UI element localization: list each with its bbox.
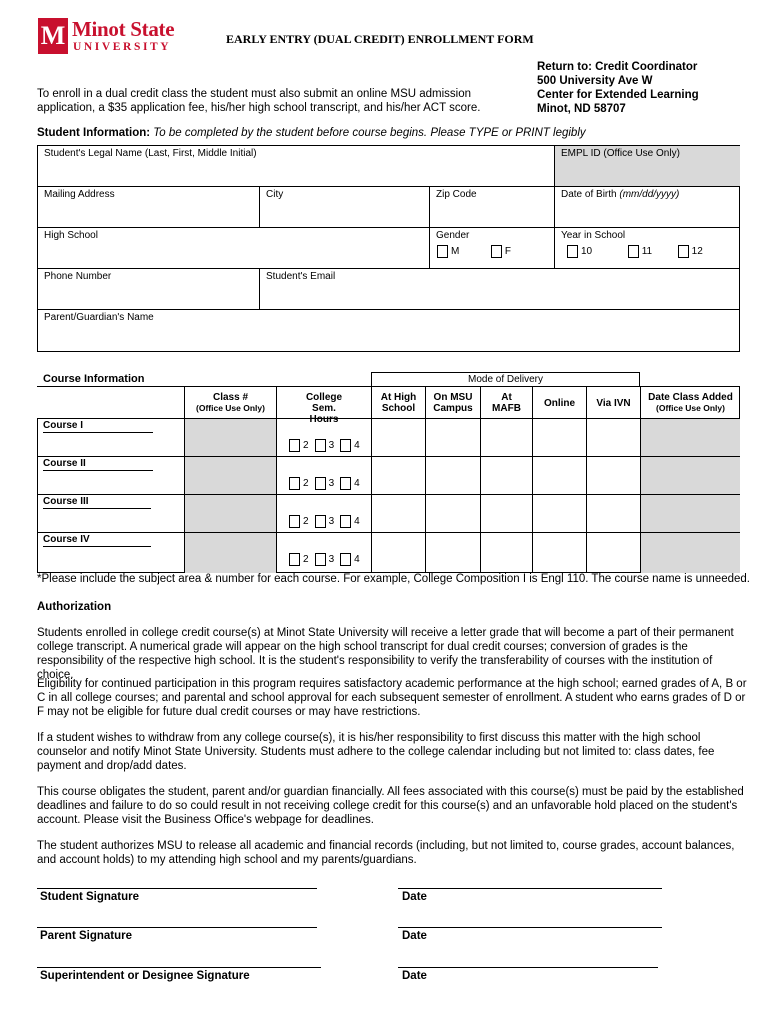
hours-4-checkbox[interactable] bbox=[340, 477, 351, 490]
parent-date-line[interactable] bbox=[398, 927, 662, 928]
msu-logo bbox=[38, 18, 178, 58]
parent-signature-line[interactable] bbox=[37, 927, 317, 928]
hours-3-checkbox[interactable] bbox=[315, 553, 326, 566]
dob-field[interactable]: Date of Birth (mm/dd/yyyy) bbox=[554, 186, 740, 227]
online-header: Online bbox=[532, 386, 586, 418]
at-high-school-cell[interactable] bbox=[371, 532, 425, 573]
guardian-field[interactable]: Parent/Guardian's Name bbox=[37, 309, 740, 352]
hours-3-checkbox[interactable] bbox=[315, 477, 326, 490]
student-date-label: Date bbox=[402, 891, 427, 903]
hours-2-checkbox[interactable] bbox=[289, 553, 300, 566]
logo-name: Minot State bbox=[72, 17, 175, 41]
gender-options bbox=[437, 245, 511, 258]
via-ivn-cell[interactable] bbox=[586, 494, 640, 532]
logo-subtitle: UNIVERSITY bbox=[73, 41, 172, 53]
course-label: Course IV bbox=[43, 534, 90, 545]
online-cell[interactable] bbox=[532, 456, 586, 494]
on-msu-campus-cell[interactable] bbox=[425, 494, 480, 532]
hours-2-label: 2 bbox=[303, 554, 309, 566]
via-ivn-header: Via IVN bbox=[586, 386, 640, 418]
gender-m-checkbox[interactable] bbox=[437, 245, 448, 258]
hours-4-label: 4 bbox=[354, 440, 360, 452]
via-ivn-cell[interactable] bbox=[586, 456, 640, 494]
course-note: *Please include the subject area & number for each course. For example, College Composition I is Engl 110. The course name is unneeded. bbox=[37, 573, 750, 585]
class-number-cell bbox=[184, 494, 276, 532]
return-line-4: Minot, ND 58707 bbox=[537, 103, 626, 115]
logo-mark: M bbox=[38, 18, 68, 54]
student-date-line[interactable] bbox=[398, 888, 662, 889]
mode-of-delivery-header: Mode of Delivery bbox=[371, 372, 640, 386]
at-mafb-cell[interactable] bbox=[480, 532, 532, 573]
course-label: Course II bbox=[43, 458, 86, 469]
at-mafb-header: At MAFB bbox=[480, 386, 532, 418]
at-high-school-header: At High School bbox=[371, 386, 425, 418]
via-ivn-cell[interactable] bbox=[586, 418, 640, 456]
authorization-paragraph-4: This course obligates the student, parent and/or guardian financially. All fees associated with this course(s) must be paid by the established deadlines and failure to do so could result in not receiving college credit for this course(s) and an unfavorable hold placed on the student's account. Please visit the Business Office's webpage for deadlines. bbox=[37, 786, 744, 826]
at-high-school-cell[interactable] bbox=[371, 418, 425, 456]
course-label: Course III bbox=[43, 496, 89, 507]
zip-field[interactable]: Zip Code bbox=[429, 186, 554, 227]
mailing-address-field[interactable]: Mailing Address bbox=[37, 186, 259, 227]
year-options bbox=[567, 245, 703, 258]
parent-date-label: Date bbox=[402, 930, 427, 942]
superintendent-date-line[interactable] bbox=[398, 967, 658, 968]
email-field[interactable]: Student's Email bbox=[259, 268, 740, 309]
hours-2-checkbox[interactable] bbox=[289, 477, 300, 490]
authorization-heading: Authorization bbox=[37, 601, 112, 613]
at-mafb-cell[interactable] bbox=[480, 418, 532, 456]
year-10-checkbox[interactable] bbox=[567, 245, 578, 258]
hours-2-label: 2 bbox=[303, 516, 309, 528]
on-msu-campus-cell[interactable] bbox=[425, 456, 480, 494]
hours-4-checkbox[interactable] bbox=[340, 439, 351, 452]
hours-3-checkbox[interactable] bbox=[315, 439, 326, 452]
form-title: EARLY ENTRY (DUAL CREDIT) ENROLLMENT FORM bbox=[226, 32, 534, 46]
course-header-blank bbox=[37, 386, 184, 418]
hours-3-checkbox[interactable] bbox=[315, 515, 326, 528]
hours-2-label: 2 bbox=[303, 478, 309, 490]
year-12-checkbox[interactable] bbox=[678, 245, 689, 258]
student-signature-line[interactable] bbox=[37, 888, 317, 889]
hours-options bbox=[289, 477, 360, 490]
return-line-1: Return to: Credit Coordinator bbox=[537, 61, 698, 73]
at-high-school-cell[interactable] bbox=[371, 456, 425, 494]
gender-f-label: F bbox=[504, 246, 512, 258]
hours-4-label: 4 bbox=[354, 516, 360, 528]
hours-2-checkbox[interactable] bbox=[289, 515, 300, 528]
class-number-header: Class # (Office Use Only) bbox=[184, 386, 276, 418]
city-field[interactable]: City bbox=[259, 186, 429, 227]
hours-2-label: 2 bbox=[303, 440, 309, 452]
year-12-label: 12 bbox=[691, 246, 703, 258]
date-added-cell bbox=[640, 494, 740, 532]
date-added-cell bbox=[640, 418, 740, 456]
year-11-checkbox[interactable] bbox=[628, 245, 639, 258]
online-cell[interactable] bbox=[532, 418, 586, 456]
hours-2-checkbox[interactable] bbox=[289, 439, 300, 452]
class-number-cell bbox=[184, 456, 276, 494]
class-number-cell bbox=[184, 532, 276, 573]
hours-4-checkbox[interactable] bbox=[340, 515, 351, 528]
on-msu-campus-header: On MSU Campus bbox=[425, 386, 480, 418]
date-added-header: Date Class Added (Office Use Only) bbox=[640, 386, 740, 418]
return-address bbox=[537, 60, 699, 116]
student-info-heading: Student Information: To be completed by the student before course begins. Please TYPE or PRINT legibly bbox=[37, 127, 586, 139]
on-msu-campus-cell[interactable] bbox=[425, 532, 480, 573]
superintendent-signature-label: Superintendent or Designee Signature bbox=[40, 970, 250, 982]
high-school-field[interactable]: High School bbox=[37, 227, 429, 268]
on-msu-campus-cell[interactable] bbox=[425, 418, 480, 456]
authorization-paragraph-1: Students enrolled in college credit course(s) at Minot State University will receive a letter grade that will become a part of their permanent college transcript. A numerical grade will appear on the high school transcript for dual credit courses; conversion of grades is the responsibility of the respective high school. It is the student's responsibility to verify the transferability of courses with the institution of choice. bbox=[37, 627, 734, 681]
course-info-heading: Course Information bbox=[43, 373, 145, 385]
hours-4-checkbox[interactable] bbox=[340, 553, 351, 566]
via-ivn-cell[interactable] bbox=[586, 532, 640, 573]
at-mafb-cell[interactable] bbox=[480, 494, 532, 532]
hours-4-label: 4 bbox=[354, 478, 360, 490]
at-mafb-cell[interactable] bbox=[480, 456, 532, 494]
online-cell[interactable] bbox=[532, 532, 586, 573]
hours-options bbox=[289, 553, 360, 566]
superintendent-signature-line[interactable] bbox=[37, 967, 321, 968]
class-number-cell bbox=[184, 418, 276, 456]
parent-signature-label: Parent Signature bbox=[40, 930, 133, 942]
return-line-2: 500 University Ave W bbox=[537, 75, 653, 87]
hours-3-label: 3 bbox=[328, 440, 335, 452]
intro-text: To enroll in a dual credit class the student must also submit an online MSU admission application, a $35 application fee, his/her high school transcript, and his/her ACT score. bbox=[37, 88, 481, 114]
empl-id-field: EMPL ID (Office Use Only) bbox=[554, 145, 740, 186]
gender-m-label: M bbox=[451, 246, 460, 258]
gender-f-checkbox[interactable] bbox=[491, 245, 502, 258]
superintendent-date-label: Date bbox=[402, 970, 427, 982]
student-signature-label: Student Signature bbox=[40, 891, 140, 903]
hours-3-label: 3 bbox=[328, 554, 335, 566]
date-added-cell bbox=[640, 456, 740, 494]
hours-4-label: 4 bbox=[354, 554, 360, 566]
hours-3-label: 3 bbox=[328, 478, 335, 490]
hours-options bbox=[289, 439, 360, 452]
year-field: Year in School bbox=[554, 227, 740, 268]
gender-field: Gender bbox=[429, 227, 554, 268]
college-hours-header: College Sem. Hours bbox=[276, 386, 371, 418]
hours-options bbox=[289, 515, 360, 528]
legal-name-field[interactable]: Student's Legal Name (Last, First, Middle Initial) bbox=[37, 145, 554, 186]
authorization-paragraph-2: Eligibility for continued participation in this program requires satisfactory academic performance at the high school; earned grades of A, B or C in all college courses; and parental and school approval for each subsequent semester of enrollment. A student who earns grades of D or F may not be eligible for future dual credit courses or may have restrictions. bbox=[37, 678, 747, 718]
course-label: Course I bbox=[43, 420, 83, 431]
return-line-3: Center for Extended Learning bbox=[537, 89, 699, 101]
phone-field[interactable]: Phone Number bbox=[37, 268, 259, 309]
year-11-label: 11 bbox=[641, 246, 653, 258]
date-added-cell bbox=[640, 532, 740, 573]
year-10-label: 10 bbox=[581, 246, 593, 258]
authorization-paragraph-3: If a student wishes to withdraw from any college course(s), it is his/her responsibility to first discuss this matter with the high school counselor and notify Minot State University. Students must adhere to the college calendar including but not limited to: class dates, fee payment and drop/add dates. bbox=[37, 732, 715, 772]
hours-3-label: 3 bbox=[328, 516, 335, 528]
at-high-school-cell[interactable] bbox=[371, 494, 425, 532]
authorization-paragraph-5: The student authorizes MSU to release all academic and financial records (including, but not limited to, course grades, account balances, and account holds) to my attending high school and my parents/guardians. bbox=[37, 840, 735, 866]
online-cell[interactable] bbox=[532, 494, 586, 532]
